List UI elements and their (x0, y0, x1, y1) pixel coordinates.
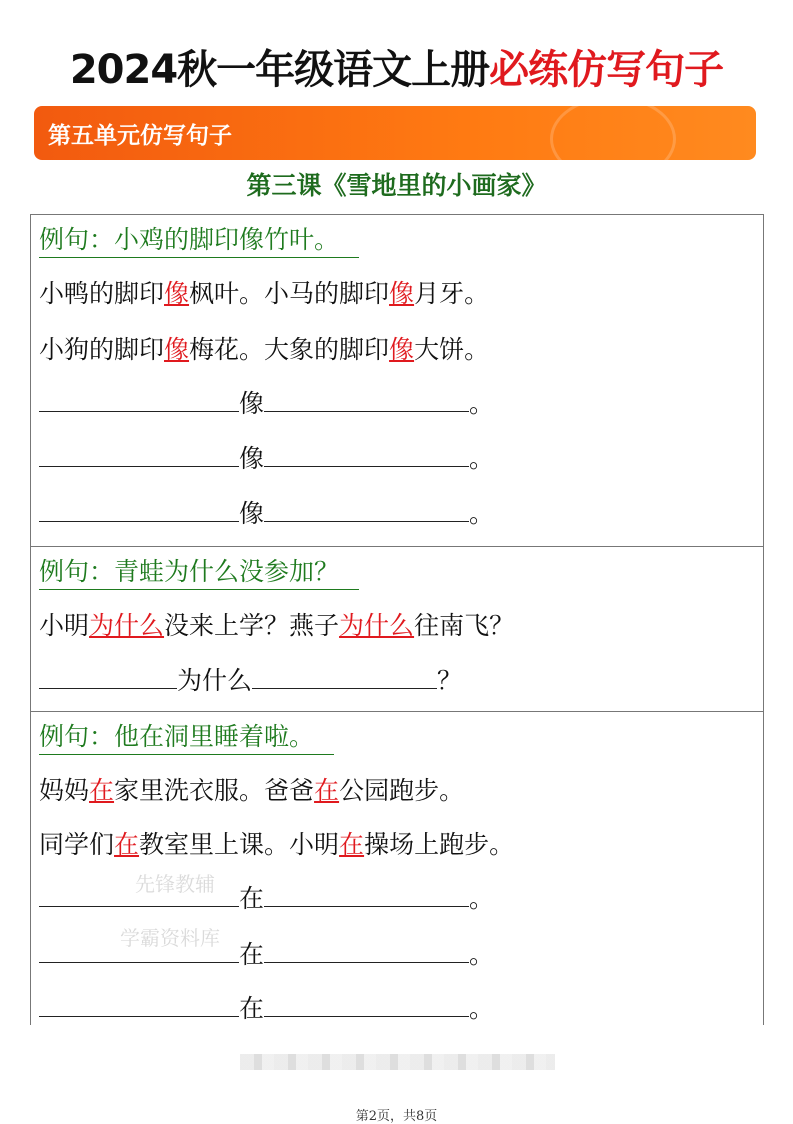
example-sentence: 例句：他在洞里睡着啦。 (39, 720, 334, 755)
keyword-highlight: 像 (389, 279, 415, 308)
keyword: 在 (239, 884, 265, 913)
text: 操场上跑步。 (364, 830, 515, 859)
text: 小鸭的脚印 (39, 279, 165, 308)
blank-field[interactable] (252, 664, 437, 689)
fill-in-line[interactable] (39, 497, 494, 531)
text: 妈妈 (39, 776, 90, 805)
text: 枫叶。小马的脚印 (189, 279, 390, 308)
sample-line (39, 828, 514, 862)
keyword: 像 (239, 389, 265, 418)
fill-in-line[interactable] (39, 882, 494, 916)
blank-field[interactable] (264, 938, 469, 963)
punctuation: 。 (469, 389, 495, 418)
text: 没来上学？燕子 (164, 611, 340, 640)
sample-line (39, 277, 489, 311)
blurred-footer-text (240, 1054, 555, 1070)
blank-field[interactable] (39, 992, 239, 1017)
text: 月牙。 (414, 279, 490, 308)
banner-decoration (550, 106, 676, 160)
punctuation: 。 (469, 884, 495, 913)
blank-field[interactable] (39, 882, 239, 907)
sample-line (39, 333, 489, 367)
text: 往南飞？ (414, 611, 515, 640)
text: 梅花。大象的脚印 (189, 335, 390, 364)
text: 同学们 (39, 830, 115, 859)
fill-in-line[interactable] (39, 938, 494, 972)
keyword-highlight: 像 (164, 279, 190, 308)
blank-field[interactable] (264, 992, 469, 1017)
text: 公园跑步。 (339, 776, 465, 805)
blank-field[interactable] (39, 387, 239, 412)
punctuation: 。 (469, 444, 495, 473)
punctuation: ？ (437, 666, 463, 695)
blank-field[interactable] (264, 882, 469, 907)
text: 教室里上课。小明 (139, 830, 340, 859)
section-1 (30, 214, 764, 547)
page-number: 第2页，共8页 (355, 1109, 438, 1124)
text: 小明 (39, 611, 90, 640)
blank-field[interactable] (39, 938, 239, 963)
blank-field[interactable] (264, 442, 469, 467)
sample-line (39, 609, 514, 643)
keyword: 为什么 (177, 666, 253, 695)
blank-field[interactable] (39, 497, 239, 522)
blank-field[interactable] (39, 442, 239, 467)
keyword-highlight: 在 (89, 776, 115, 805)
keyword-highlight: 在 (339, 830, 365, 859)
keyword: 像 (239, 499, 265, 528)
keyword: 在 (239, 994, 265, 1023)
text: 大饼。 (414, 335, 490, 364)
keyword-highlight: 在 (114, 830, 140, 859)
keyword: 像 (239, 444, 265, 473)
fill-in-line[interactable] (39, 442, 494, 476)
example-sentence: 例句：青蛙为什么没参加？ (39, 555, 359, 590)
section-3 (30, 711, 764, 1025)
title-main: 2024秋一年级语文上册 (69, 47, 490, 93)
punctuation: 。 (469, 994, 495, 1023)
text: 小狗的脚印 (39, 335, 165, 364)
keyword-highlight: 为什么 (339, 611, 415, 640)
watermark: 学霸资料库 (120, 926, 220, 950)
blank-field[interactable] (39, 664, 177, 689)
section-2 (30, 546, 764, 712)
title-highlight: 必练仿写句子 (489, 47, 724, 93)
keyword-highlight: 像 (164, 335, 190, 364)
sample-line (39, 774, 464, 808)
watermark: 先锋教辅 (135, 872, 215, 896)
punctuation: 。 (469, 940, 495, 969)
lesson-heading: 第三课《雪地里的小画家》 (246, 171, 547, 200)
keyword-highlight: 为什么 (89, 611, 165, 640)
fill-in-line[interactable] (39, 387, 494, 421)
keyword-highlight: 像 (389, 335, 415, 364)
banner-label: 第五单元仿写句子 (48, 123, 232, 149)
punctuation: 。 (469, 499, 495, 528)
keyword-highlight: 在 (314, 776, 340, 805)
blank-field[interactable] (264, 497, 469, 522)
unit-banner (34, 106, 756, 160)
keyword: 在 (239, 940, 265, 969)
fill-in-line[interactable] (39, 664, 462, 698)
blank-field[interactable] (264, 387, 469, 412)
text: 家里洗衣服。爸爸 (114, 776, 315, 805)
page-title (0, 38, 793, 95)
fill-in-line[interactable] (39, 992, 494, 1026)
example-sentence: 例句：小鸡的脚印像竹叶。 (39, 223, 359, 258)
